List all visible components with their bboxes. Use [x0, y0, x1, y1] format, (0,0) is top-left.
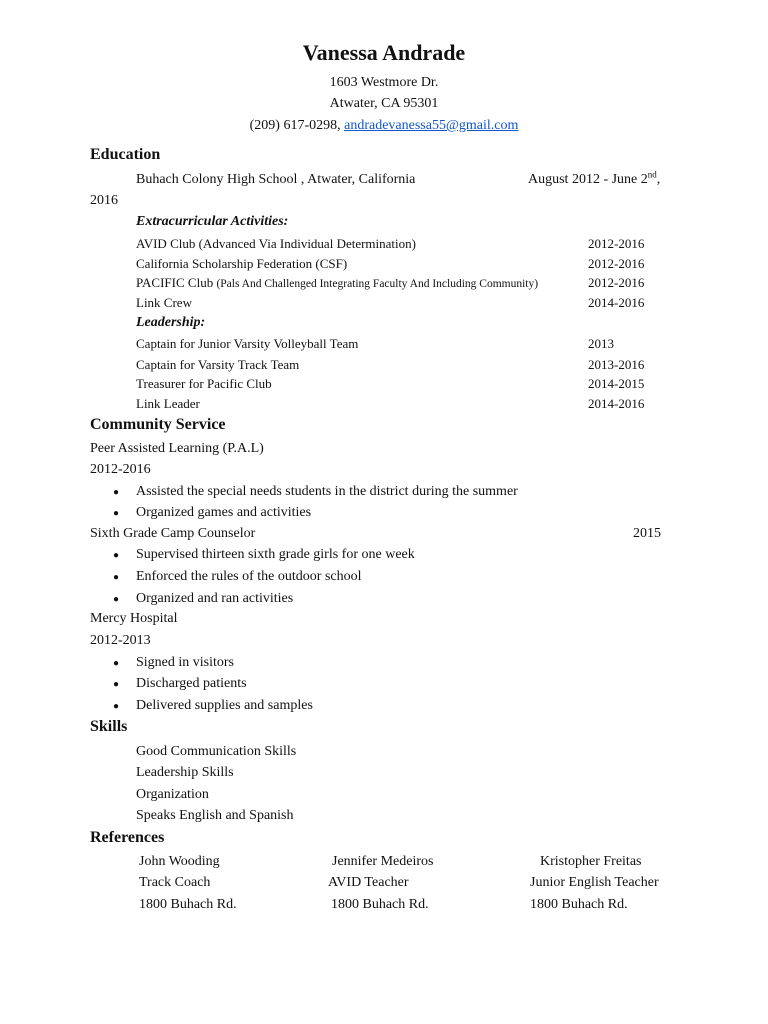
reference-address: 1800 Buhach Rd. — [139, 897, 237, 912]
leadership-role: Captain for Junior Varsity Volleyball Team — [136, 336, 359, 351]
reference-name: Jennifer Medeiros — [332, 854, 434, 869]
references-heading: References — [90, 829, 165, 846]
activity-years: 2014-2016 — [588, 295, 645, 310]
activity-years: 2012-2016 — [588, 256, 645, 271]
email-link[interactable]: andradevanessa55@gmail.com — [344, 118, 519, 133]
activity-name: California Scholarship Federation (CSF) — [136, 256, 348, 271]
resume-name: Vanessa Andrade — [302, 40, 466, 65]
leadership-years: 2014-2015 — [588, 376, 645, 391]
leadership-role: Captain for Varsity Track Team — [136, 357, 300, 372]
education-dates-comma: , — [656, 172, 661, 187]
bullet-icon: ● — [113, 679, 120, 690]
reference-role: Track Coach — [139, 875, 211, 890]
contact-line — [0, 118, 768, 134]
service-title: Mercy Hospital — [90, 611, 178, 626]
bullet-icon: ● — [113, 594, 120, 605]
skill-item: Leadership Skills — [136, 765, 234, 780]
community-service-heading: Community Service — [90, 416, 226, 433]
education-dates — [528, 169, 661, 188]
activity-years: 2012-2016 — [588, 236, 645, 251]
education-heading: Education — [90, 146, 161, 163]
education-dates-text: August 2012 - June 2 — [528, 172, 648, 187]
education-dates-superscript: nd — [647, 169, 657, 180]
service-title: Sixth Grade Camp Counselor — [90, 526, 256, 541]
service-years: 2015 — [633, 526, 661, 541]
activity-name — [136, 275, 538, 291]
bullet-icon: ● — [113, 701, 120, 712]
bullet-icon: ● — [113, 487, 120, 498]
reference-name: John Wooding — [139, 854, 220, 869]
reference-role: AVID Teacher — [328, 875, 409, 890]
bullet-icon: ● — [113, 508, 120, 519]
service-years: 2012-2013 — [90, 633, 151, 648]
address-line-1: 1603 Westmore Dr. — [329, 75, 439, 90]
service-bullet: Organized and ran activities — [136, 591, 294, 606]
service-bullet: Signed in visitors — [136, 655, 235, 670]
bullet-icon: ● — [113, 572, 120, 583]
service-bullet: Delivered supplies and samples — [136, 698, 313, 713]
activity-detail: (Pals And Challenged Integrating Faculty And Including Community) — [216, 278, 539, 290]
skill-item: Speaks English and Spanish — [136, 808, 294, 823]
skills-heading: Skills — [90, 718, 128, 735]
service-bullet: Organized games and activities — [136, 505, 312, 520]
service-years: 2012-2016 — [90, 462, 151, 477]
phone-number: (209) 617-0298, — [249, 118, 341, 133]
activity-name-text: PACIFIC Club — [136, 275, 214, 290]
reference-address: 1800 Buhach Rd. — [530, 897, 628, 912]
service-bullet: Enforced the rules of the outdoor school — [136, 569, 362, 584]
activity-name: Link Crew — [136, 295, 192, 310]
service-bullet: Discharged patients — [136, 676, 247, 691]
leadership-years: 2013 — [588, 336, 614, 351]
leadership-heading: Leadership: — [136, 315, 206, 330]
activity-years: 2012-2016 — [588, 275, 645, 290]
reference-role: Junior English Teacher — [530, 875, 659, 890]
extracurricular-heading: Extracurricular Activities: — [136, 214, 289, 229]
leadership-role: Treasurer for Pacific Club — [136, 376, 272, 391]
service-title: Peer Assisted Learning (P.A.L) — [90, 441, 264, 456]
reference-name: Kristopher Freitas — [540, 854, 642, 869]
bullet-icon: ● — [113, 658, 120, 669]
leadership-role: Link Leader — [136, 396, 200, 411]
skill-item: Good Communication Skills — [136, 744, 297, 759]
leadership-years: 2014-2016 — [588, 396, 645, 411]
address-line-2: Atwater, CA 95301 — [329, 96, 439, 111]
activity-name: AVID Club (Advanced Via Individual Determination) — [136, 236, 416, 251]
reference-address: 1800 Buhach Rd. — [331, 897, 429, 912]
leadership-years: 2013-2016 — [588, 357, 645, 372]
bullet-icon: ● — [113, 550, 120, 561]
school-name: Buhach Colony High School , Atwater, California — [136, 172, 416, 187]
service-bullet: Supervised thirteen sixth grade girls for one week — [136, 547, 415, 562]
service-bullet: Assisted the special needs students in the district during the summer — [136, 484, 518, 499]
education-dates-wrap: 2016 — [90, 193, 118, 208]
skill-item: Organization — [136, 787, 209, 802]
